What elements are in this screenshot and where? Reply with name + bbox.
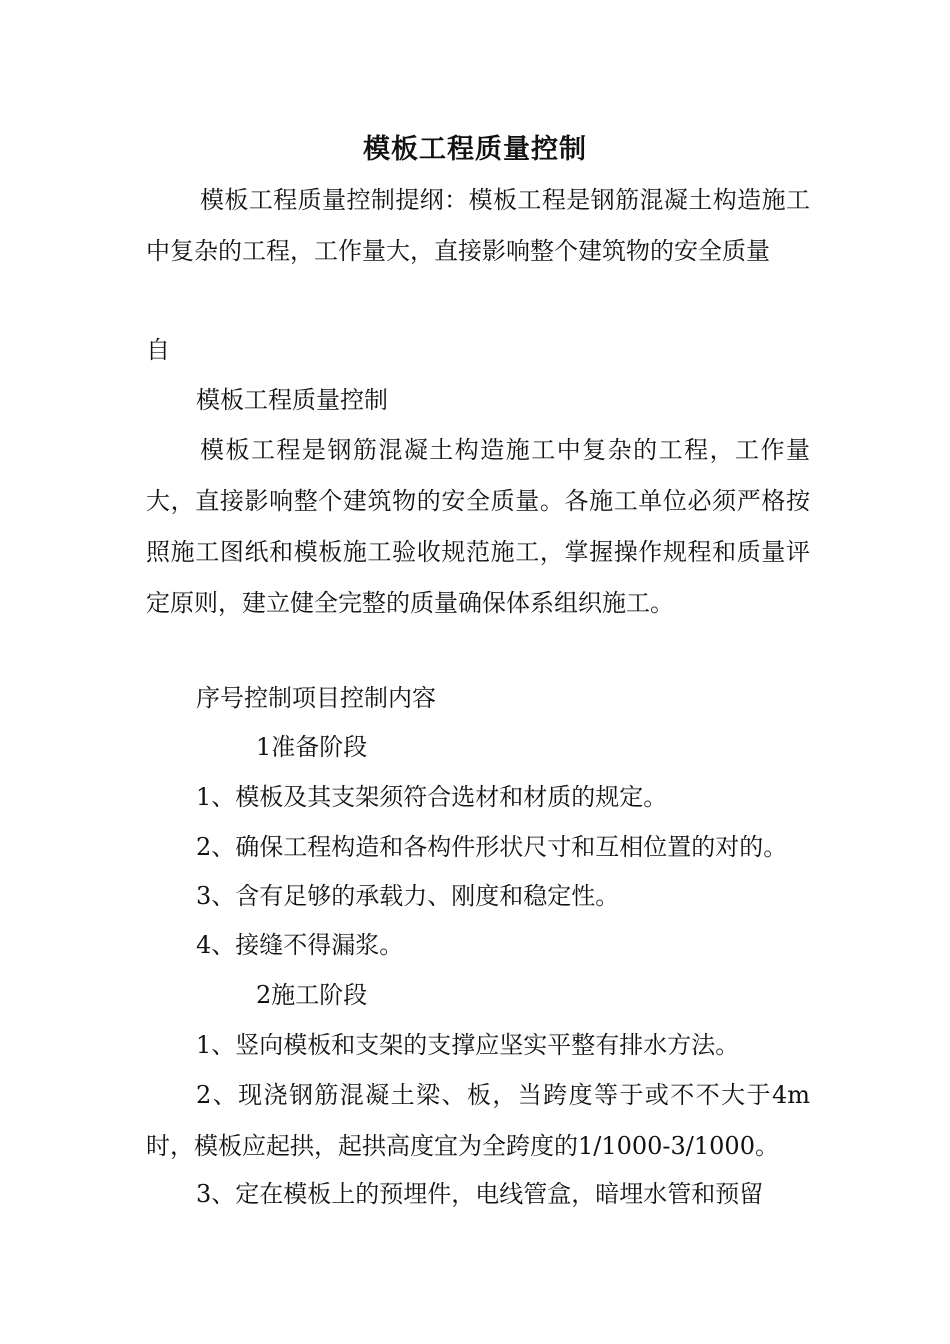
subtitle-line: 模板工程质量控制 bbox=[196, 386, 388, 414]
stage2-item: 1、竖向模板和支架的支撑应坚实平整有排水方法。 bbox=[196, 1031, 740, 1059]
stage2-item: 3、定在模板上的预埋件，电线管盒，暗埋水管和预留 bbox=[196, 1180, 764, 1208]
stage1-item: 4、接缝不得漏浆。 bbox=[196, 931, 404, 959]
stage1-item: 1、模板及其支架须符合选材和材质的规定。 bbox=[196, 783, 668, 811]
summary-paragraph: 模板工程质量控制提纲：模板工程是钢筋混凝土构造施工中复杂的工程，工作量大，直接影响整个建筑物的安全质量 bbox=[146, 186, 810, 265]
stage1-heading: 1准备阶段 bbox=[256, 733, 368, 761]
single-char-line: 自 bbox=[146, 336, 170, 364]
table-header-line: 序号控制项目控制内容 bbox=[196, 684, 436, 712]
stage1-item: 3、含有足够的承载力、刚度和稳定性。 bbox=[196, 882, 620, 910]
stage2-item: 2、现浇钢筋混凝土梁、板，当跨度等于或不不大于4m时，模板应起拱，起拱高度宜为全跨度的1/1000-3/1000。 bbox=[146, 1081, 810, 1160]
page-title: 模板工程质量控制 bbox=[363, 134, 587, 165]
intro-paragraph: 模板工程是钢筋混凝土构造施工中复杂的工程，工作量大，直接影响整个建筑物的安全质量。各施工单位必须严格按照施工图纸和模板施工验收规范施工，掌握操作规程和质量评定原则，建立健全完整的质量确保体系组织施工。 bbox=[146, 436, 810, 617]
stage2-heading: 2施工阶段 bbox=[256, 981, 368, 1009]
stage1-item: 2、确保工程构造和各构件形状尺寸和互相位置的对的。 bbox=[196, 833, 788, 861]
